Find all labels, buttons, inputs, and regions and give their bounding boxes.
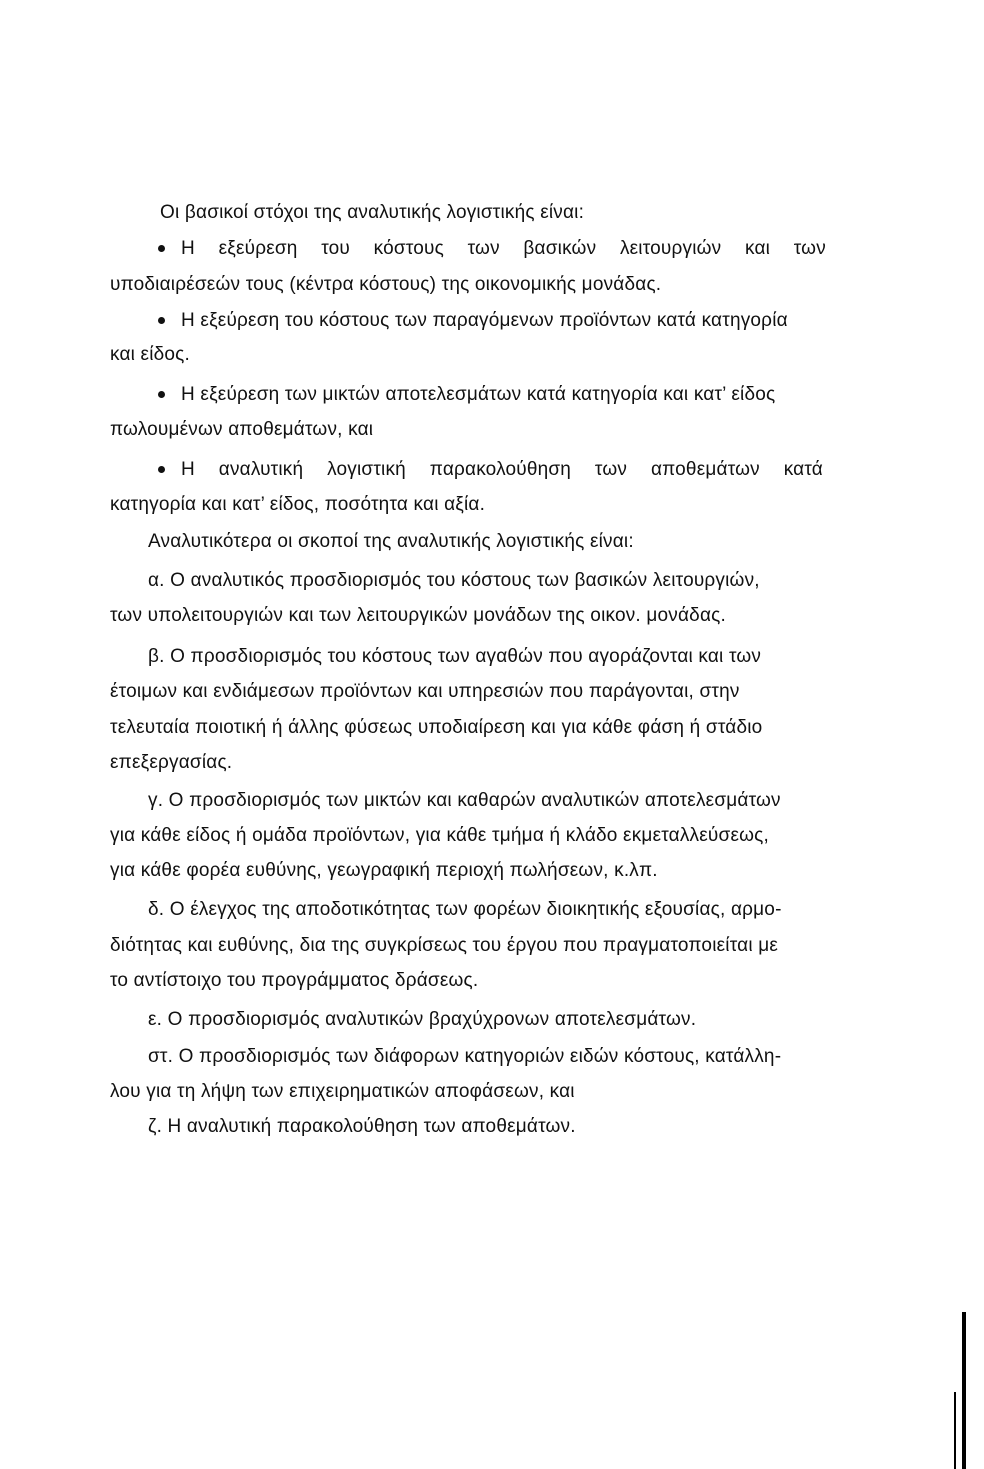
page-heading: Οι βασικοί στόχοι της αναλυτικής λογιστικής είναι: [160,202,585,223]
bullet-icon [158,466,165,473]
bullet-1-line-2: υποδιαιρέσεών τους (κέντρα κόστους) της οικονομικής μονάδας. [110,274,662,295]
bullet-3-line-2: πωλουμένων αποθεμάτων, και [110,419,374,440]
item-a-line-2: των υπολειτουργιών και των λειτουργικών μονάδων της οικον. μονάδας. [110,605,726,626]
item-a-line-1: α. Ο αναλυτικός προσδιορισμός του κόστους των βασικών λειτουργιών, [148,570,760,591]
item-st-line-2: λου για τη λήψη των επιχειρηματικών αποφάσεων, και [110,1081,575,1102]
item-z-line-1: ζ. Η αναλυτική παρακολούθηση των αποθεμάτων. [148,1116,576,1137]
scan-edge-mark [954,1392,956,1469]
item-e-line-1: ε. Ο προσδιορισμός αναλυτικών βραχύχρονων αποτελεσμάτων. [148,1009,697,1030]
item-b-line-3: τελευταία ποιοτική ή άλλης φύσεως υποδιαίρεση και για κάθε φάση ή στάδιο [110,717,763,738]
item-b-line-4: επεξεργασίας. [110,752,233,773]
item-c-line-3: για κάθε φορέα ευθύνης, γεωγραφική περιοχή πωλήσεων, κ.λπ. [110,860,658,881]
bullet-icon [158,391,165,398]
bullet-4-line-2: κατηγορία και κατ’ είδος, ποσότητα και αξία. [110,494,486,515]
bullet-2-line-1: Η εξεύρεση του κόστους των παραγόμενων προϊόντων κατά κατηγορία [181,310,788,331]
bullet-1-line-1: Η εξεύρεση του κόστους των βασικών λειτουργιών και των [181,238,826,259]
bullet-2-line-2: και είδος. [110,344,191,365]
item-d-line-2: διότητας και ευθύνης, δια της συγκρίσεως του έργου που πραγματοποιείται με [110,935,779,956]
bullet-4-line-1: Η αναλυτική λογιστική παρακολούθηση των αποθεμάτων κατά [181,459,823,480]
section-subheading: Αναλυτικότερα οι σκοποί της αναλυτικής λογιστικής είναι: [148,531,634,552]
item-c-line-1: γ. Ο προσδιορισμός των μικτών και καθαρών αναλυτικών αποτελεσμάτων [148,790,781,811]
scan-edge-mark [962,1312,966,1469]
item-st-line-1: στ. Ο προσδιορισμός των διάφορων κατηγοριών ειδών κόστους, κατάλλη- [148,1046,782,1067]
bullet-icon [158,317,165,324]
bullet-3-line-1: Η εξεύρεση των μικτών αποτελεσμάτων κατά κατηγορία και κατ’ είδος [181,384,776,405]
item-d-line-1: δ. Ο έλεγχος της αποδοτικότητας των φορέων διοικητικής εξουσίας, αρμο- [148,899,782,920]
item-b-line-1: β. Ο προσδιορισμός του κόστους των αγαθών που αγοράζονται και των [148,646,762,667]
item-b-line-2: έτοιμων και ενδιάμεσων προϊόντων και υπηρεσιών που παράγονται, στην [110,681,740,702]
item-d-line-3: το αντίστοιχο του προγράμματος δράσεως. [110,970,479,991]
bullet-icon [158,245,165,252]
item-c-line-2: για κάθε είδος ή ομάδα προϊόντων, για κάθε τμήμα ή κλάδο εκμεταλλεύσεως, [110,825,769,846]
